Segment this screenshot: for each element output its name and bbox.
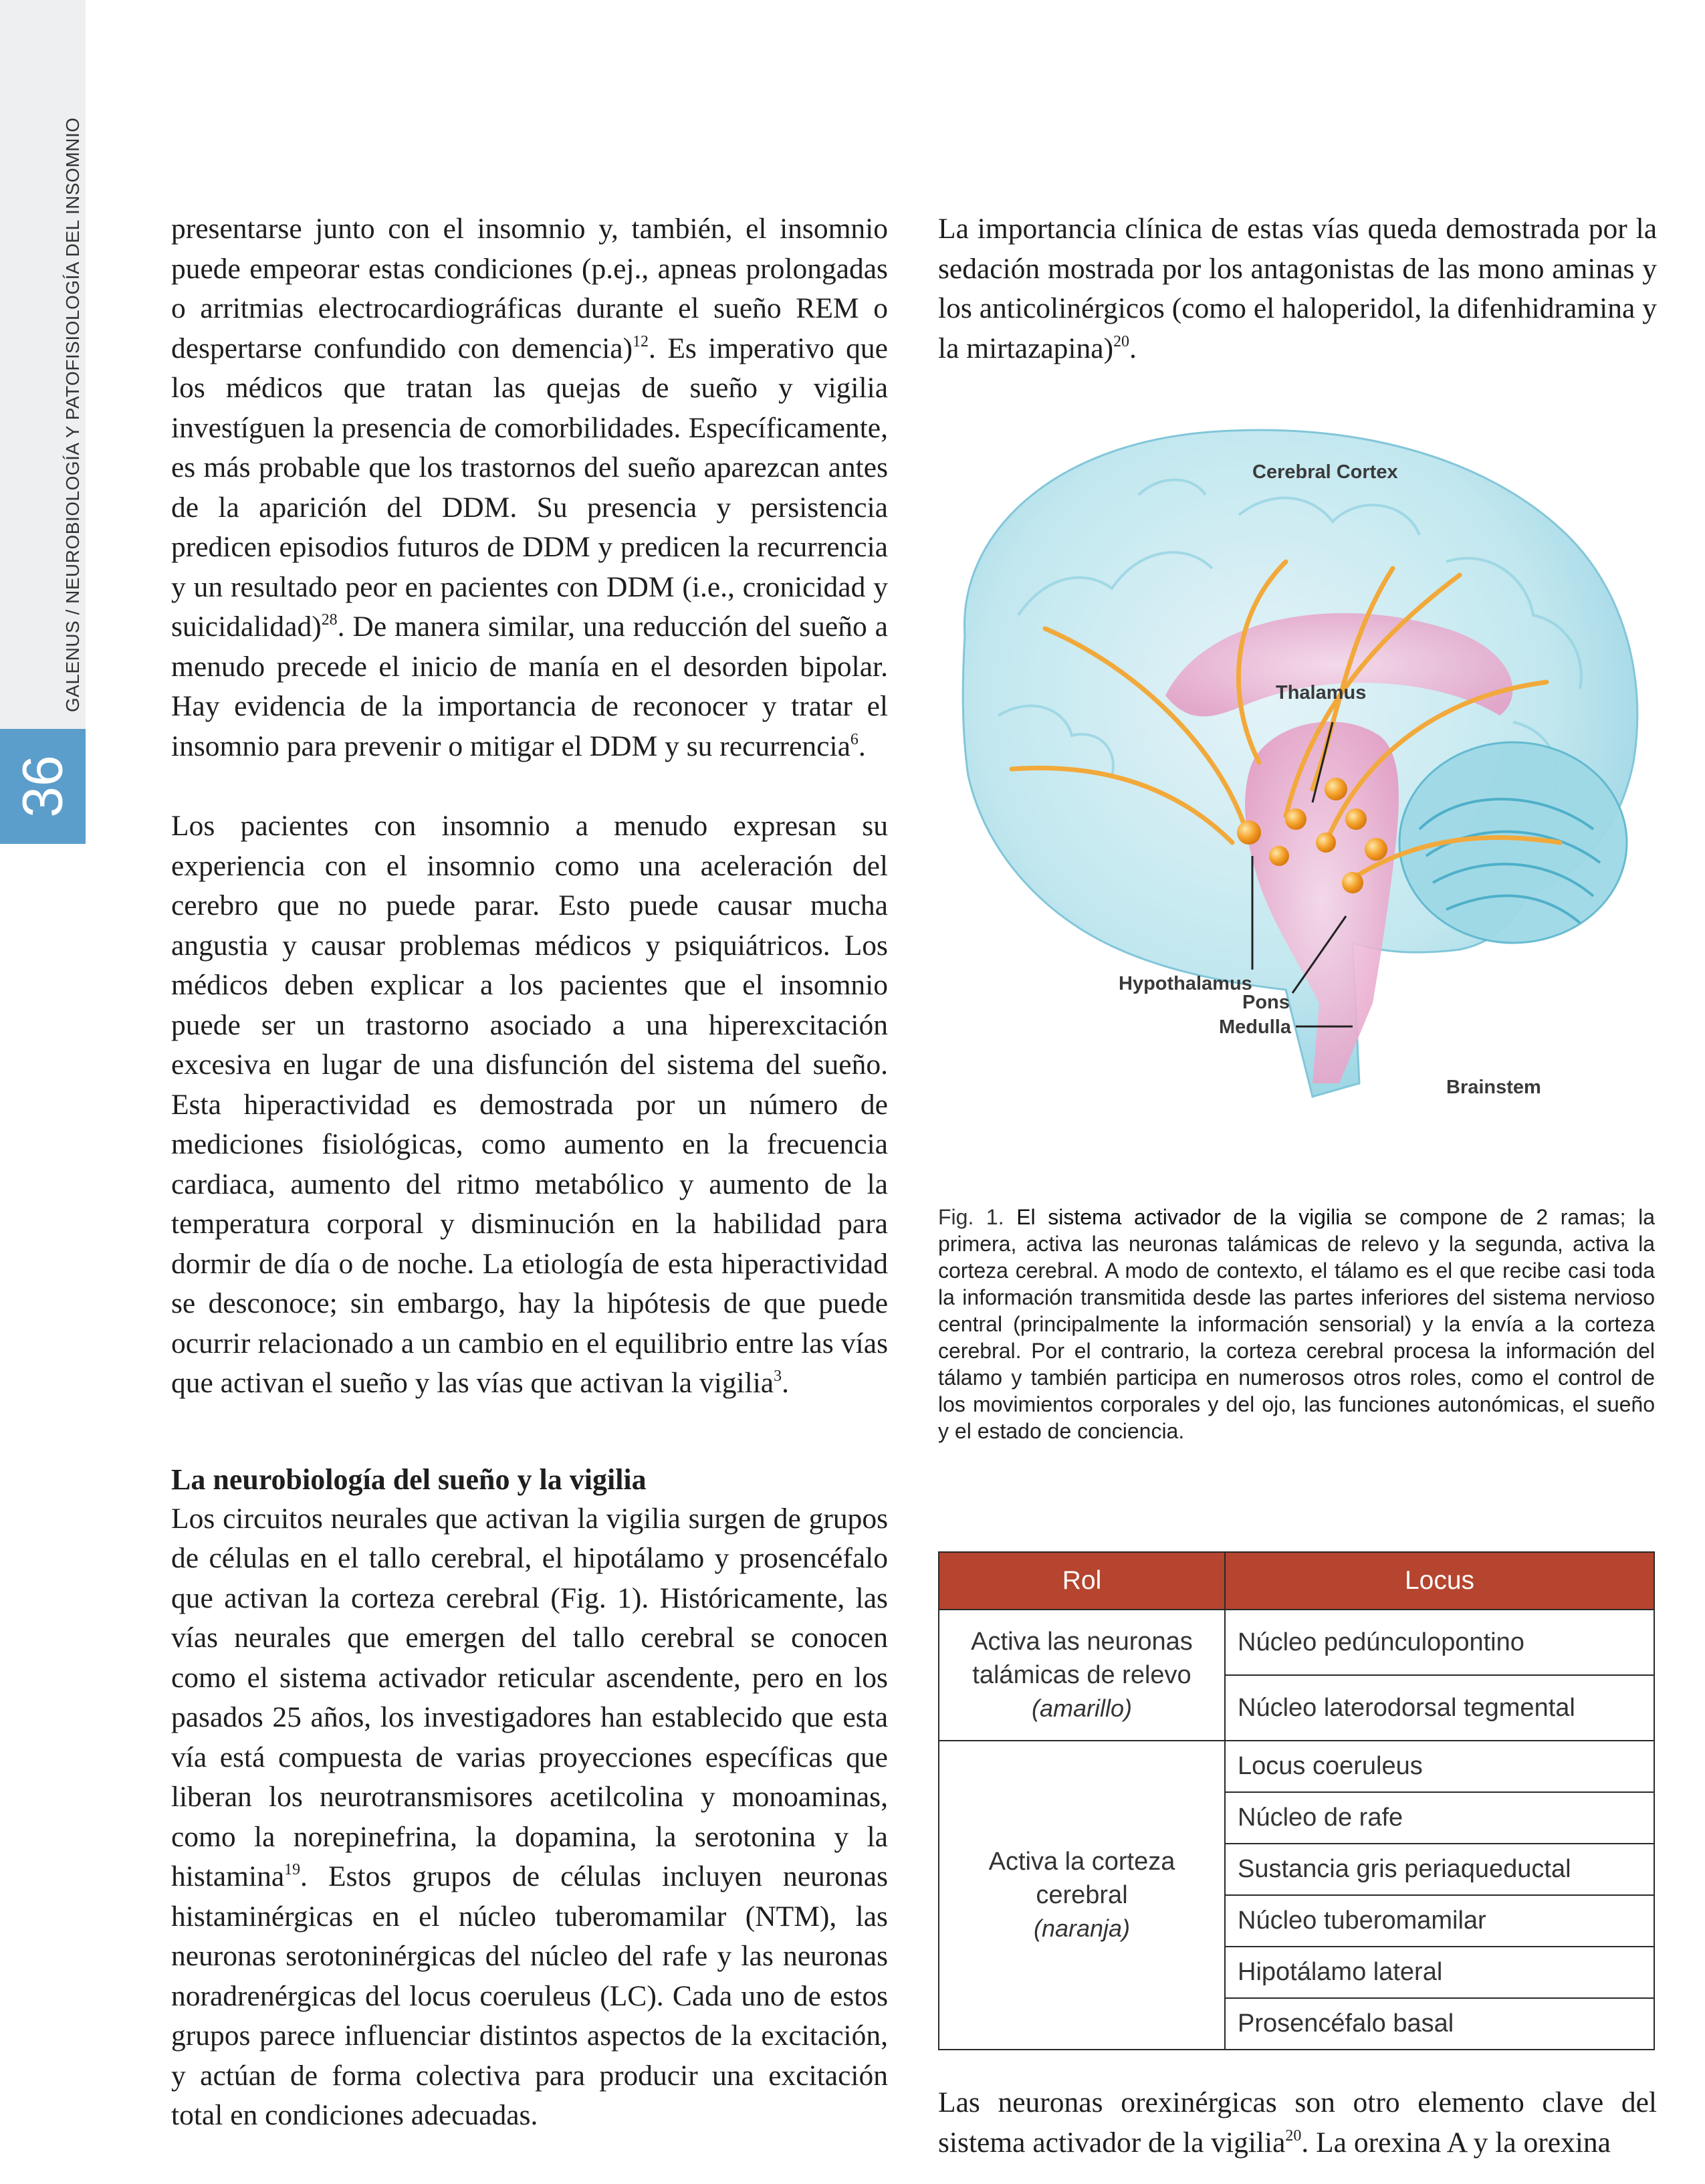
citation: 20 [1113,332,1129,350]
text-run: Los circuitos neurales que activan la vigilia surgen de grupos de células en el tallo cerebral, el hipotálamo y prosencéfalo que activan la corteza cerebral (Fig. 1). Históricamente, las vías neurales que emergen del tallo cerebral se conocen como el sistema activador reticular ascendente, pero en los pasados 25 años, los investigadores han establecido que esta vía está compuesta de varias proyecciones específicas que liberan los neurotransmisores acetilcolina y monoaminas, como la norepinefrina, la dopamina, la serotonina y la histamina [171,1502,888,1892]
text-run: La importancia clínica de estas vías queda demostrada por la sedación mostrada por los antagonistas de las mono aminas y los anticolinérgicos (como el haloperidol, la difenhidramina y la mirtazapina) [938,213,1657,364]
locus-cell: Núcleo de rafe [1225,1792,1654,1844]
nucleus-dot [1316,833,1336,853]
brain-figure [938,415,1657,1167]
text-run: presentarse junto con el insomnio y, también, el insomnio puede empeorar estas condiciones (p.ej., apneas prolongadas o arritmias electrocardiográficas durante el sueño REM o despertarse confundido con demencia) [171,213,888,364]
paragraph [171,806,888,1404]
text-run: . [1129,332,1137,364]
nucleus-dot [1269,846,1289,866]
role-cell [939,1610,1225,1741]
citation: 28 [321,611,338,629]
role-cell [939,1741,1225,2050]
nucleus-dot [1342,872,1363,893]
locus-cell: Sustancia gris periaqueductal [1225,1844,1654,1895]
locus-cell: Núcleo pedúnculopontino [1225,1610,1654,1675]
text-run: . Es imperativo que los médicos que tratan las quejas de sueño y vigilia investíguen la presencia de comorbilidades. Específicamente, es más probable que los trastornos del sueño aparezcan antes de la aparición del DDM. Su presencia y persistencia predicen episodios futuros de DDM y predicen la recurrencia y un resultado peor en pacientes con DDM (i.e., cronicidad y suicidalidad) [171,332,888,643]
figure-caption [938,1204,1655,1444]
paragraph [938,2083,1657,2163]
text-run: . Estos grupos de células incluyen neuronas histaminérgicas en el núcleo tuberomamilar (NTM), las neuronas serotoninérgicas del núcleo del rafe y las neuronas noradrenérgicas del locus coeruleus (LC). Cada uno de estos grupos parece influenciar distintos aspectos de la excitación, y actúan de forma colectiva para producir una excitación total en condiciones adecuadas. [171,1860,888,2131]
role-text: Activa las neuronas talámicas de relevo [971,1628,1193,1689]
citation: 3 [774,1368,782,1386]
left-column [171,209,888,2136]
role-note: (amarillo) [1031,1695,1132,1722]
paragraph [171,1499,888,2136]
label-pons: Pons [1242,992,1290,1013]
text-run: . La orexina A y la orexina [1301,2126,1611,2159]
figure-title: El sistema activador de la vigilia [1016,1205,1353,1229]
label-medulla: Medulla [1219,1016,1291,1038]
activation-table [938,1551,1655,2050]
role-note: (naranja) [1033,1915,1131,1942]
text-run: . De manera similar, una reducción del sueño a menudo precede el inicio de manía en el desorden bipolar. Hay evidencia de la importancia de reconocer y tratar el insomnio para prevenir o mitigar el DDM y su recurrencia [171,611,888,762]
closing-paragraph-container [938,2083,1657,2163]
locus-cell: Prosencéfalo basal [1225,1998,1654,2050]
side-margin [0,0,86,844]
brain-illustration [938,415,1657,1167]
text-run: . [858,730,866,762]
label-brainstem: Brainstem [1446,1077,1541,1098]
right-column [938,209,1657,368]
citation: 19 [284,1861,301,1879]
locus-cell: Locus coeruleus [1225,1741,1654,1792]
text-run: Los pacientes con insomnio a menudo expresan su experiencia con el insomnio como una aceleración del cerebro que no puede parar. Esto puede causar mucha angustia y causar problemas médicos y psiquiátricos. Los médicos deben explicar a los pacientes que el insomnio puede ser un trastorno asociado a una hiperexcitación excesiva en lugar de una disfunción del sistema del sueño. Esta hiperactividad es demostrada por un número de mediciones fisiológicas, como aumento en la frecuencia cardiaca, aumento del ritmo metabólico y aumento de la temperatura corporal y disminución en la habilidad para dormir de día o de noche. La etiología de esta hiperactividad se desconoce; sin embargo, hay la hipótesis de que puede ocurrir relacionado a un cambio en el equilibrio entre las vías que activan el sueño y las vías que activan la vigilia [171,810,888,1399]
running-head: GALENUS / NEUROBIOLOGÍA Y PATOFISIOLOGÍA DEL INSOMNIO [62,117,83,712]
table-header-row [939,1552,1654,1610]
label-cerebral-cortex: Cerebral Cortex [1252,461,1398,483]
text-run: Las neuronas orexinérgicas son otro elemento clave del sistema activador de la vigilia [938,2086,1657,2159]
table-row [939,1741,1654,1792]
header-locus: Locus [1225,1552,1654,1610]
role-text: Activa la corteza cerebral [988,1848,1175,1909]
header-rol: Rol [939,1552,1225,1610]
page-number: 36 [11,755,74,818]
paragraph [938,209,1657,368]
nucleus-dot [1325,778,1347,800]
nucleus-dot [1365,838,1387,861]
nucleus-dot [1237,821,1261,845]
label-thalamus: Thalamus [1276,682,1367,703]
paragraph [171,209,888,766]
nucleus-dot [1345,808,1367,830]
text-run: . [782,1367,789,1399]
nucleus-dot [1285,808,1306,830]
citation: 6 [850,730,859,748]
citation: 12 [633,332,649,350]
table-row [939,1610,1654,1675]
locus-cell: Hipotálamo lateral [1225,1947,1654,1998]
section-heading: La neurobiología del sueño y la vigilia [171,1462,647,1496]
figure-number: Fig. 1. [938,1205,1004,1229]
caption-text: se compone de 2 ramas; la primera, activa las neuronas talámicas de relevo y la segunda, activa la corteza cerebral. A modo de contexto, el tálamo es el que recibe casi toda la información transmitida desde las partes inferiores del sistema nervioso central (principalmente la información sensorial) y la envía a la corteza cerebral. Por el contrario, la corteza cerebral procesa la información del tálamo y también participa en numerosos otros roles, como el control de los movimientos corporales y del ojo, las funciones autonómicas, el sueño y el estado de conciencia. [938,1205,1656,1443]
label-hypothalamus: Hypothalamus [1119,973,1252,994]
citation: 20 [1285,2126,1302,2145]
locus-cell: Núcleo tuberomamilar [1225,1895,1654,1947]
locus-cell: Núcleo laterodorsal tegmental [1225,1675,1654,1741]
